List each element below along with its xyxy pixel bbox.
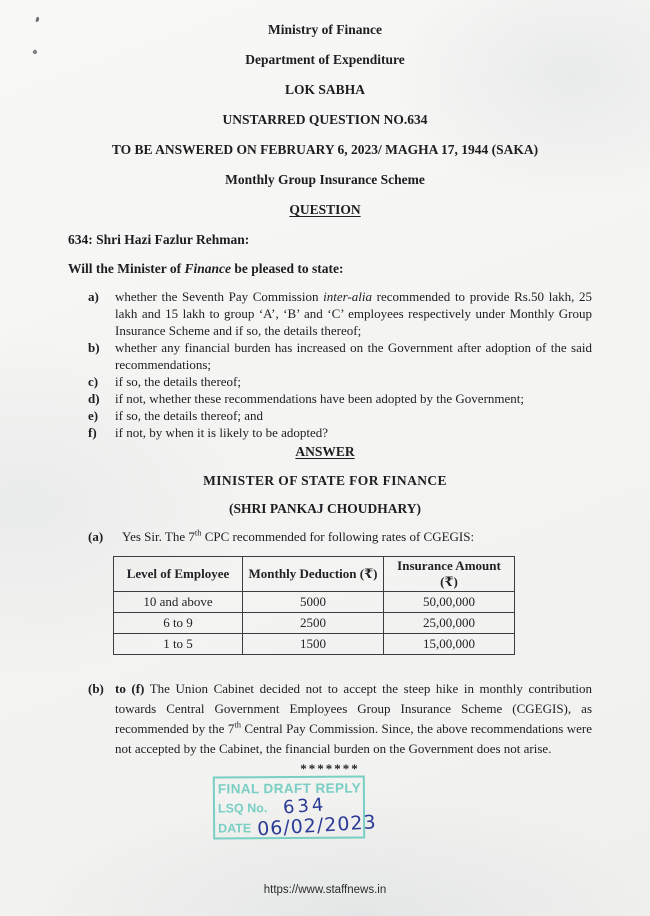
document-body xyxy=(0,232,650,441)
superscript: th xyxy=(234,719,241,730)
table-row xyxy=(114,634,515,655)
asked-by-line: 634: Shri Hazi Fazlur Rehman: xyxy=(68,232,250,247)
text-segment: recommended to provide Rs.50 lakh, 25 lakh and 15 lakh to group ‘A’, ‘B’ and ‘C’ employees respectively under Monthly Group Insurance Scheme and if so, the details thereof; xyxy=(115,289,592,338)
answer-date-line: TO BE ANSWERED ON FEBRUARY 6, 2023/ MAGHA 17, 1944 (SAKA) xyxy=(111,142,539,157)
item-text: if not, whether these recommendations have been adopted by the Government; xyxy=(115,391,525,406)
stamp-date-label: DATE xyxy=(218,821,252,836)
stamp-lsq-label: LSQ No. xyxy=(217,801,268,816)
question-item-d xyxy=(68,390,592,407)
answer-part-b xyxy=(68,679,592,759)
item-label: a) xyxy=(88,289,99,304)
answer-heading xyxy=(0,444,650,460)
source-url: https://www.staffnews.in xyxy=(263,884,387,896)
table-header-row xyxy=(114,557,515,592)
answer-body xyxy=(0,528,650,776)
item-text xyxy=(115,679,592,759)
cgegis-rates-table xyxy=(113,556,515,655)
minister-name: (SHRI PANKAJ CHOUDHARY) xyxy=(228,501,422,516)
text-segment: whether the Seventh Pay Commission xyxy=(115,289,324,304)
stamp-date-row xyxy=(218,811,378,841)
item-text: if not, by when it is likely to be adopted? xyxy=(115,425,329,440)
department-line: Department of Expenditure xyxy=(245,52,405,67)
item-label: b) xyxy=(88,340,100,355)
end-asterisks: ******* xyxy=(300,761,360,776)
item-label: e) xyxy=(88,408,99,423)
stamp-title: FINAL DRAFT REPLY xyxy=(217,780,362,797)
item-text: if so, the details thereof; and xyxy=(115,408,264,423)
text-segment: Will the Minister of xyxy=(68,261,185,276)
house-line: LOK SABHA xyxy=(285,82,365,97)
text-segment: Central Pay Commission. Since, the above recommendations were not accepted by the Cabinet, the financial burden on the Government does not arise. xyxy=(115,721,593,756)
column-header-insurance: Insurance Amount (₹) xyxy=(384,557,515,592)
item-label: f) xyxy=(88,425,97,440)
column-header-level: Level of Employee xyxy=(114,557,243,592)
item-text: if so, the details thereof; xyxy=(115,374,241,389)
question-number-line: UNSTARRED QUESTION NO.634 xyxy=(222,112,428,127)
cell-level: 6 to 9 xyxy=(114,613,243,634)
final-draft-reply-stamp xyxy=(213,775,378,841)
table-row xyxy=(114,592,515,613)
item-label: d) xyxy=(88,391,100,406)
emphasized-text: inter-alia xyxy=(323,289,372,304)
question-heading-text: QUESTION xyxy=(289,202,361,217)
emphasized-text: Finance xyxy=(184,261,232,276)
item-text xyxy=(115,288,592,339)
bold-lead: to (f) xyxy=(115,681,145,696)
item-text: whether any financial burden has increased on the Government after adoption of the said recommendations; xyxy=(115,340,592,372)
cell-level: 1 to 5 xyxy=(114,634,243,655)
superscript: th xyxy=(194,527,202,538)
question-item-e xyxy=(68,407,592,424)
item-text xyxy=(122,528,474,545)
column-header-deduction: Monthly Deduction (₹) xyxy=(243,557,384,592)
text-segment: The Union Cabinet decided not to accept the steep hike in monthly contribution towards Central Government Employees Group Insurance Scheme (CGEGIS), as recommended by the 7 xyxy=(115,681,592,736)
item-label: (b) xyxy=(88,681,104,696)
answer-heading-text: ANSWER xyxy=(295,444,355,459)
handwritten-date: 06/02/2023 xyxy=(256,811,378,841)
text-segment: CPC recommended for following rates of CGEGIS: xyxy=(201,529,475,544)
question-items-list xyxy=(68,288,592,441)
item-label: (a) xyxy=(88,529,104,544)
subject-line: Monthly Group Insurance Scheme xyxy=(225,172,425,187)
text-segment: be pleased to state: xyxy=(231,261,344,276)
cell-insurance: 25,00,000 xyxy=(384,613,515,634)
cell-level: 10 and above xyxy=(114,592,243,613)
question-item-f xyxy=(68,424,592,441)
question-heading xyxy=(0,202,650,218)
item-label: c) xyxy=(88,374,99,389)
table-row xyxy=(114,613,515,634)
cell-insurance: 15,00,000 xyxy=(384,634,515,655)
question-intro-line xyxy=(68,261,592,277)
question-item-c xyxy=(68,373,592,390)
minister-title: MINISTER OF STATE FOR FINANCE xyxy=(203,473,447,488)
handwritten-lsq-number: 634 xyxy=(282,794,328,819)
question-item-b xyxy=(68,339,592,373)
cell-deduction: 1500 xyxy=(243,634,384,655)
ministry-line: Ministry of Finance xyxy=(268,22,382,37)
question-item-a xyxy=(68,288,592,339)
cell-deduction: 2500 xyxy=(243,613,384,634)
answer-part-a xyxy=(68,528,592,545)
cell-insurance: 50,00,000 xyxy=(384,592,515,613)
cell-deduction: 5000 xyxy=(243,592,384,613)
text-segment: Yes Sir. The 7 xyxy=(122,529,195,544)
